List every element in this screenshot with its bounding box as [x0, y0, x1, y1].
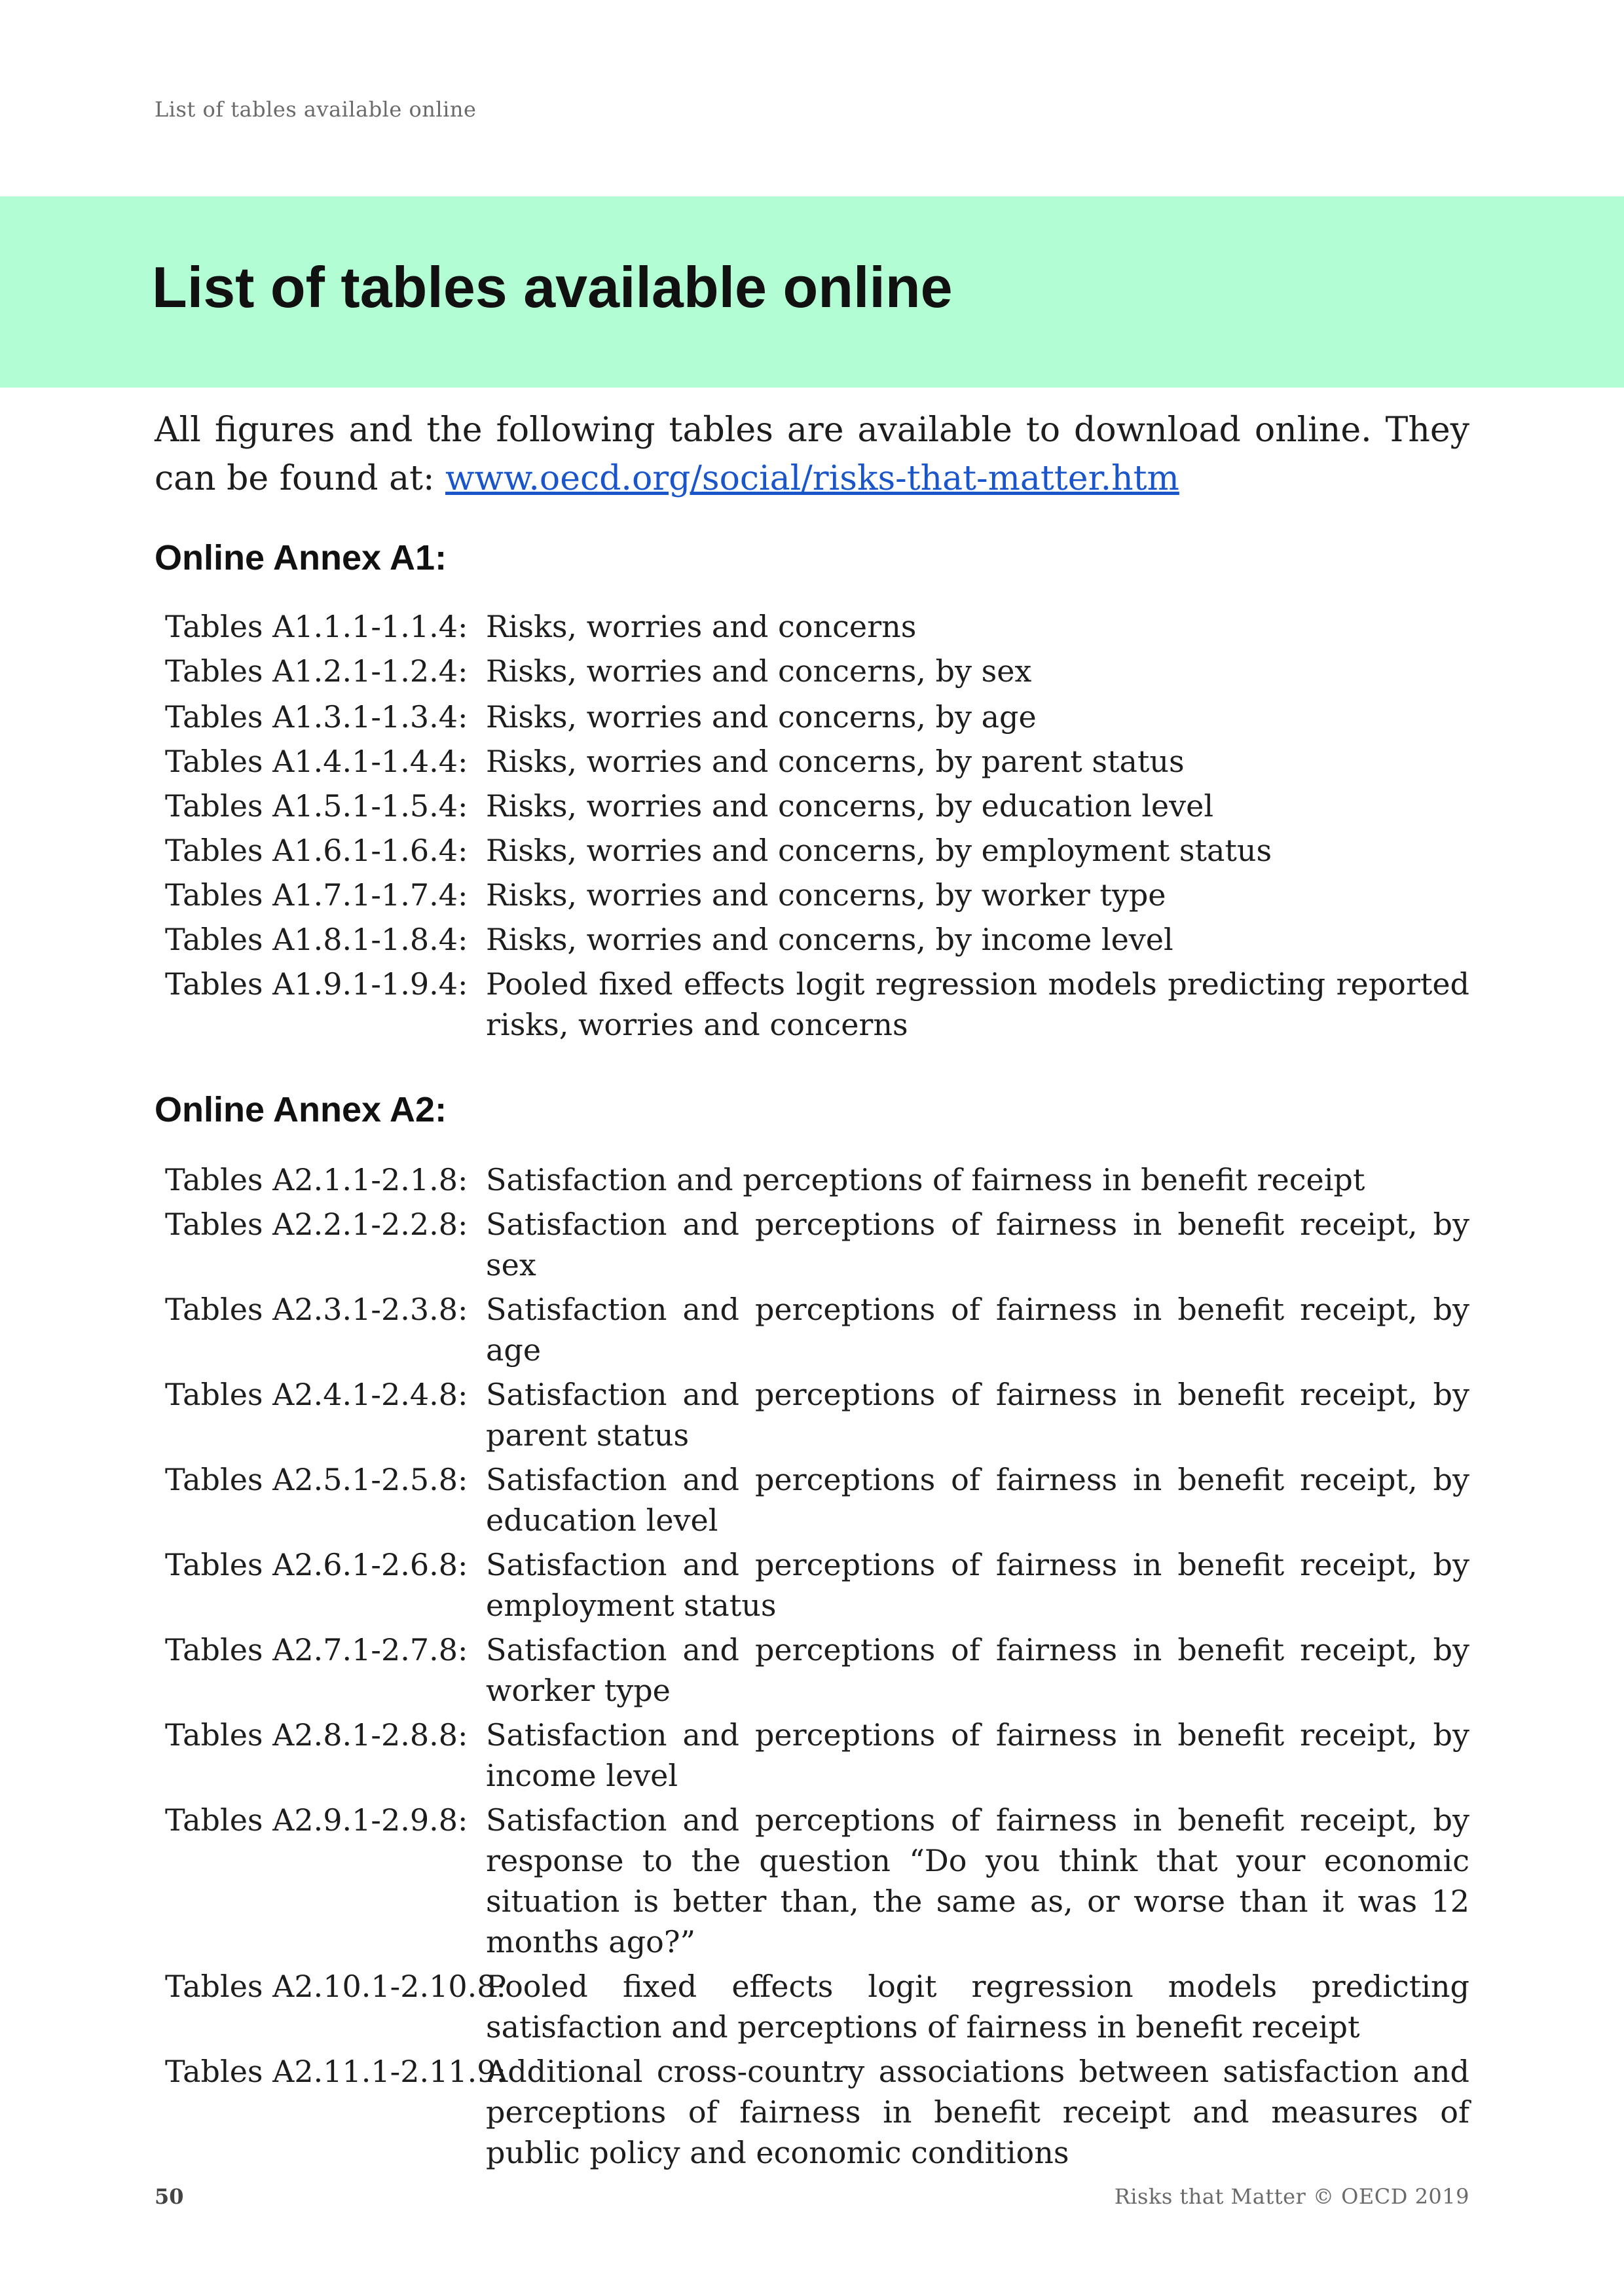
table-description: Additional cross-country associations between satisfaction and perceptions of fairness in benefit receipt and measures of public policy and economic conditions [486, 2054, 1469, 2170]
table-id: Tables A2.1.1-2.1.8: [165, 1162, 468, 1197]
table-description: Risks, worries and concerns [486, 609, 917, 644]
table-description: Pooled fixed effects logit regression models predicting reported risks, worries and concerns [486, 966, 1469, 1042]
resources-link[interactable]: www.oecd.org/social/risks-that-matter.htm [445, 459, 1179, 498]
table-id: Tables A1.9.1-1.9.4: [165, 966, 468, 1002]
annex-a2-list [165, 1159, 1469, 2173]
table-id: Tables A2.8.1-2.8.8: [165, 1717, 468, 1753]
list-item [165, 1459, 1469, 1540]
table-description: Satisfaction and perceptions of fairness in benefit receipt, by age [486, 1292, 1469, 1368]
table-id: Tables A1.8.1-1.8.4: [165, 922, 468, 957]
table-description: Satisfaction and perceptions of fairness in benefit receipt, by employment status [486, 1547, 1469, 1623]
list-item [165, 1289, 1469, 1370]
table-description: Risks, worries and concerns, by sex [486, 653, 1032, 689]
list-item [165, 741, 1469, 782]
table-id: Tables A2.10.1-2.10.8: [165, 1969, 507, 2004]
table-description: Risks, worries and concerns, by worker type [486, 877, 1166, 913]
list-item [165, 786, 1469, 826]
table-id: Tables A1.1.1-1.1.4: [165, 609, 468, 644]
table-id: Tables A1.3.1-1.3.4: [165, 699, 468, 735]
table-id: Tables A2.5.1-2.5.8: [165, 1462, 468, 1497]
table-id: Tables A2.3.1-2.3.8: [165, 1292, 468, 1327]
table-id: Tables A1.2.1-1.2.4: [165, 653, 468, 689]
list-item [165, 2051, 1469, 2173]
running-header: List of tables available online [155, 97, 477, 122]
title-band [0, 196, 1624, 388]
intro-paragraph [155, 406, 1469, 503]
table-id: Tables A2.2.1-2.2.8: [165, 1207, 468, 1242]
publication-credit: Risks that Matter © OECD 2019 [1114, 2184, 1469, 2209]
table-description: Satisfaction and perceptions of fairness in benefit receipt, by income level [486, 1717, 1469, 1793]
list-item [165, 651, 1469, 691]
list-item [165, 606, 1469, 647]
table-id: Tables A2.7.1-2.7.8: [165, 1632, 468, 1667]
list-item [165, 964, 1469, 1045]
annex-a2-heading: Online Annex A2: [155, 1090, 447, 1129]
table-description: Risks, worries and concerns, by education level [486, 788, 1214, 824]
list-item [165, 1204, 1469, 1285]
table-description: Pooled fixed effects logit regression models predicting satisfaction and perceptions of fairness in benefit receipt [486, 1969, 1469, 2045]
table-id: Tables A2.11.1-2.11.9: [165, 2054, 507, 2089]
page-number: 50 [155, 2184, 184, 2209]
list-item [165, 919, 1469, 960]
table-description: Risks, worries and concerns, by parent status [486, 744, 1185, 779]
list-item [165, 1630, 1469, 1711]
list-item [165, 1159, 1469, 1200]
table-id: Tables A2.9.1-2.9.8: [165, 1802, 468, 1838]
table-description: Satisfaction and perceptions of fairness in benefit receipt, by response to the question “Do you think that your economic situation is better than, the same as, or worse than it was 12 months ago?” [486, 1802, 1469, 1959]
table-id: Tables A2.6.1-2.6.8: [165, 1547, 468, 1582]
list-item [165, 697, 1469, 737]
list-item [165, 1800, 1469, 1962]
list-item [165, 1966, 1469, 2047]
table-description: Satisfaction and perceptions of fairness in benefit receipt, by parent status [486, 1377, 1469, 1453]
page-title: List of tables available online [152, 255, 953, 319]
annex-a1-heading: Online Annex A1: [155, 538, 447, 577]
table-id: Tables A2.4.1-2.4.8: [165, 1377, 468, 1412]
list-item [165, 1374, 1469, 1455]
table-description: Satisfaction and perceptions of fairness in benefit receipt, by sex [486, 1207, 1469, 1283]
table-id: Tables A1.4.1-1.4.4: [165, 744, 468, 779]
intro-text: All figures and the following tables are available to download online. They can be found at: [155, 410, 1469, 498]
list-item [165, 830, 1469, 871]
annex-a1-list [165, 606, 1469, 1045]
table-id: Tables A1.5.1-1.5.4: [165, 788, 468, 824]
table-id: Tables A1.7.1-1.7.4: [165, 877, 468, 913]
table-description: Risks, worries and concerns, by age [486, 699, 1037, 735]
table-description: Risks, worries and concerns, by employment status [486, 833, 1272, 868]
list-item [165, 1715, 1469, 1796]
table-description: Satisfaction and perceptions of fairness in benefit receipt [486, 1162, 1365, 1197]
list-item [165, 1544, 1469, 1626]
table-description: Satisfaction and perceptions of fairness in benefit receipt, by worker type [486, 1632, 1469, 1708]
table-description: Satisfaction and perceptions of fairness in benefit receipt, by education level [486, 1462, 1469, 1538]
table-id: Tables A1.6.1-1.6.4: [165, 833, 468, 868]
table-description: Risks, worries and concerns, by income level [486, 922, 1173, 957]
list-item [165, 875, 1469, 915]
